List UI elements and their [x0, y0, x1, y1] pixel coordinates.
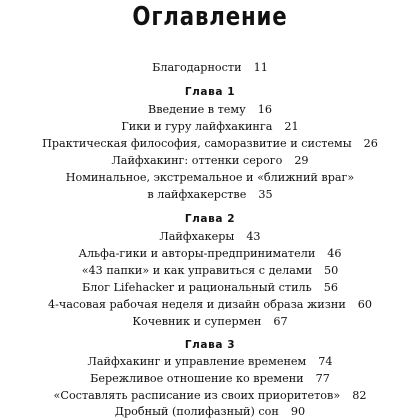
toc-entry-page: 16	[257, 103, 272, 116]
toc-entry	[0, 171, 420, 185]
toc-entry-label: Кочевник и супермен	[132, 315, 262, 328]
toc-entry-page: 82	[352, 389, 367, 402]
toc-entry-label: «Составлять расписание из своих приоритетов»	[53, 389, 341, 402]
chapter-heading-3: Глава 3	[184, 339, 236, 351]
toc-entry-page: 50	[324, 264, 339, 277]
toc-entry-label: в лайфхакерстве	[147, 188, 247, 201]
toc-entry-label: Дробный (полифазный) сон	[114, 405, 279, 418]
toc-entry-page: 74	[318, 355, 333, 368]
toc-entry-page: 21	[284, 120, 299, 133]
toc-entry-page: 56	[323, 281, 338, 294]
toc-entry-label: Бережливое отношение ко времени	[90, 372, 304, 385]
toc-entry-label: Введение в тему	[148, 103, 246, 116]
toc-entry-page: 26	[363, 137, 378, 150]
toc-entry-label: «43 папки» и как управиться с делами	[81, 264, 313, 277]
toc-entry	[0, 247, 420, 261]
toc-entry-page: 60	[357, 298, 373, 311]
toc-entry	[0, 137, 420, 151]
toc-entry	[0, 315, 420, 329]
toc-entry	[0, 389, 420, 403]
toc-entry	[0, 405, 420, 419]
toc-entry	[0, 120, 420, 134]
toc-entry	[0, 188, 420, 202]
toc-entry-label: Гики и гуру лайфхакинга	[121, 120, 273, 133]
toc-entry-page: 67	[273, 315, 288, 328]
toc-entry	[0, 103, 420, 117]
toc-entry	[0, 372, 420, 386]
toc-entry-page: 11	[253, 61, 268, 74]
toc-entry	[0, 264, 420, 278]
toc-entry-label: Практическая философия, саморазвитие и системы	[42, 137, 352, 150]
toc-entry-label: Благодарности	[152, 61, 242, 74]
toc-entry	[0, 230, 420, 244]
toc-entry-acknowledgements	[0, 61, 420, 75]
toc-entry-label: Лайфхакинг: оттенки серого	[111, 154, 283, 167]
toc-entry-page: 90	[290, 405, 306, 418]
toc-entry-page: 35	[258, 188, 273, 201]
page-title: Оглавление	[132, 2, 288, 32]
chapter-heading-1: Глава 1	[184, 86, 236, 98]
chapter-heading-2: Глава 2	[184, 213, 236, 225]
toc-entry-label: Лайфхакеры	[159, 230, 235, 243]
toc-entry-page: 77	[315, 372, 330, 385]
toc-entry	[0, 281, 420, 295]
toc-entry-page: 29	[294, 154, 309, 167]
toc-entry	[0, 355, 420, 369]
toc-entry-label: Блог Lifehacker и рациональный стиль	[82, 281, 312, 294]
toc-entry-label: 4-часовая рабочая неделя и дизайн образа жизни	[47, 298, 346, 311]
toc-entry	[0, 298, 420, 312]
toc-entry-label: Альфа-гики и авторы-предприниматели	[78, 247, 316, 260]
toc-entry-label: Номинальное, экстремальное и «ближний враг»	[65, 171, 355, 184]
toc-entry	[0, 154, 420, 168]
toc-entry-page: 46	[327, 247, 342, 260]
toc-entry-page: 43	[246, 230, 261, 243]
toc-entry-label: Лайфхакинг и управление временем	[87, 355, 307, 368]
